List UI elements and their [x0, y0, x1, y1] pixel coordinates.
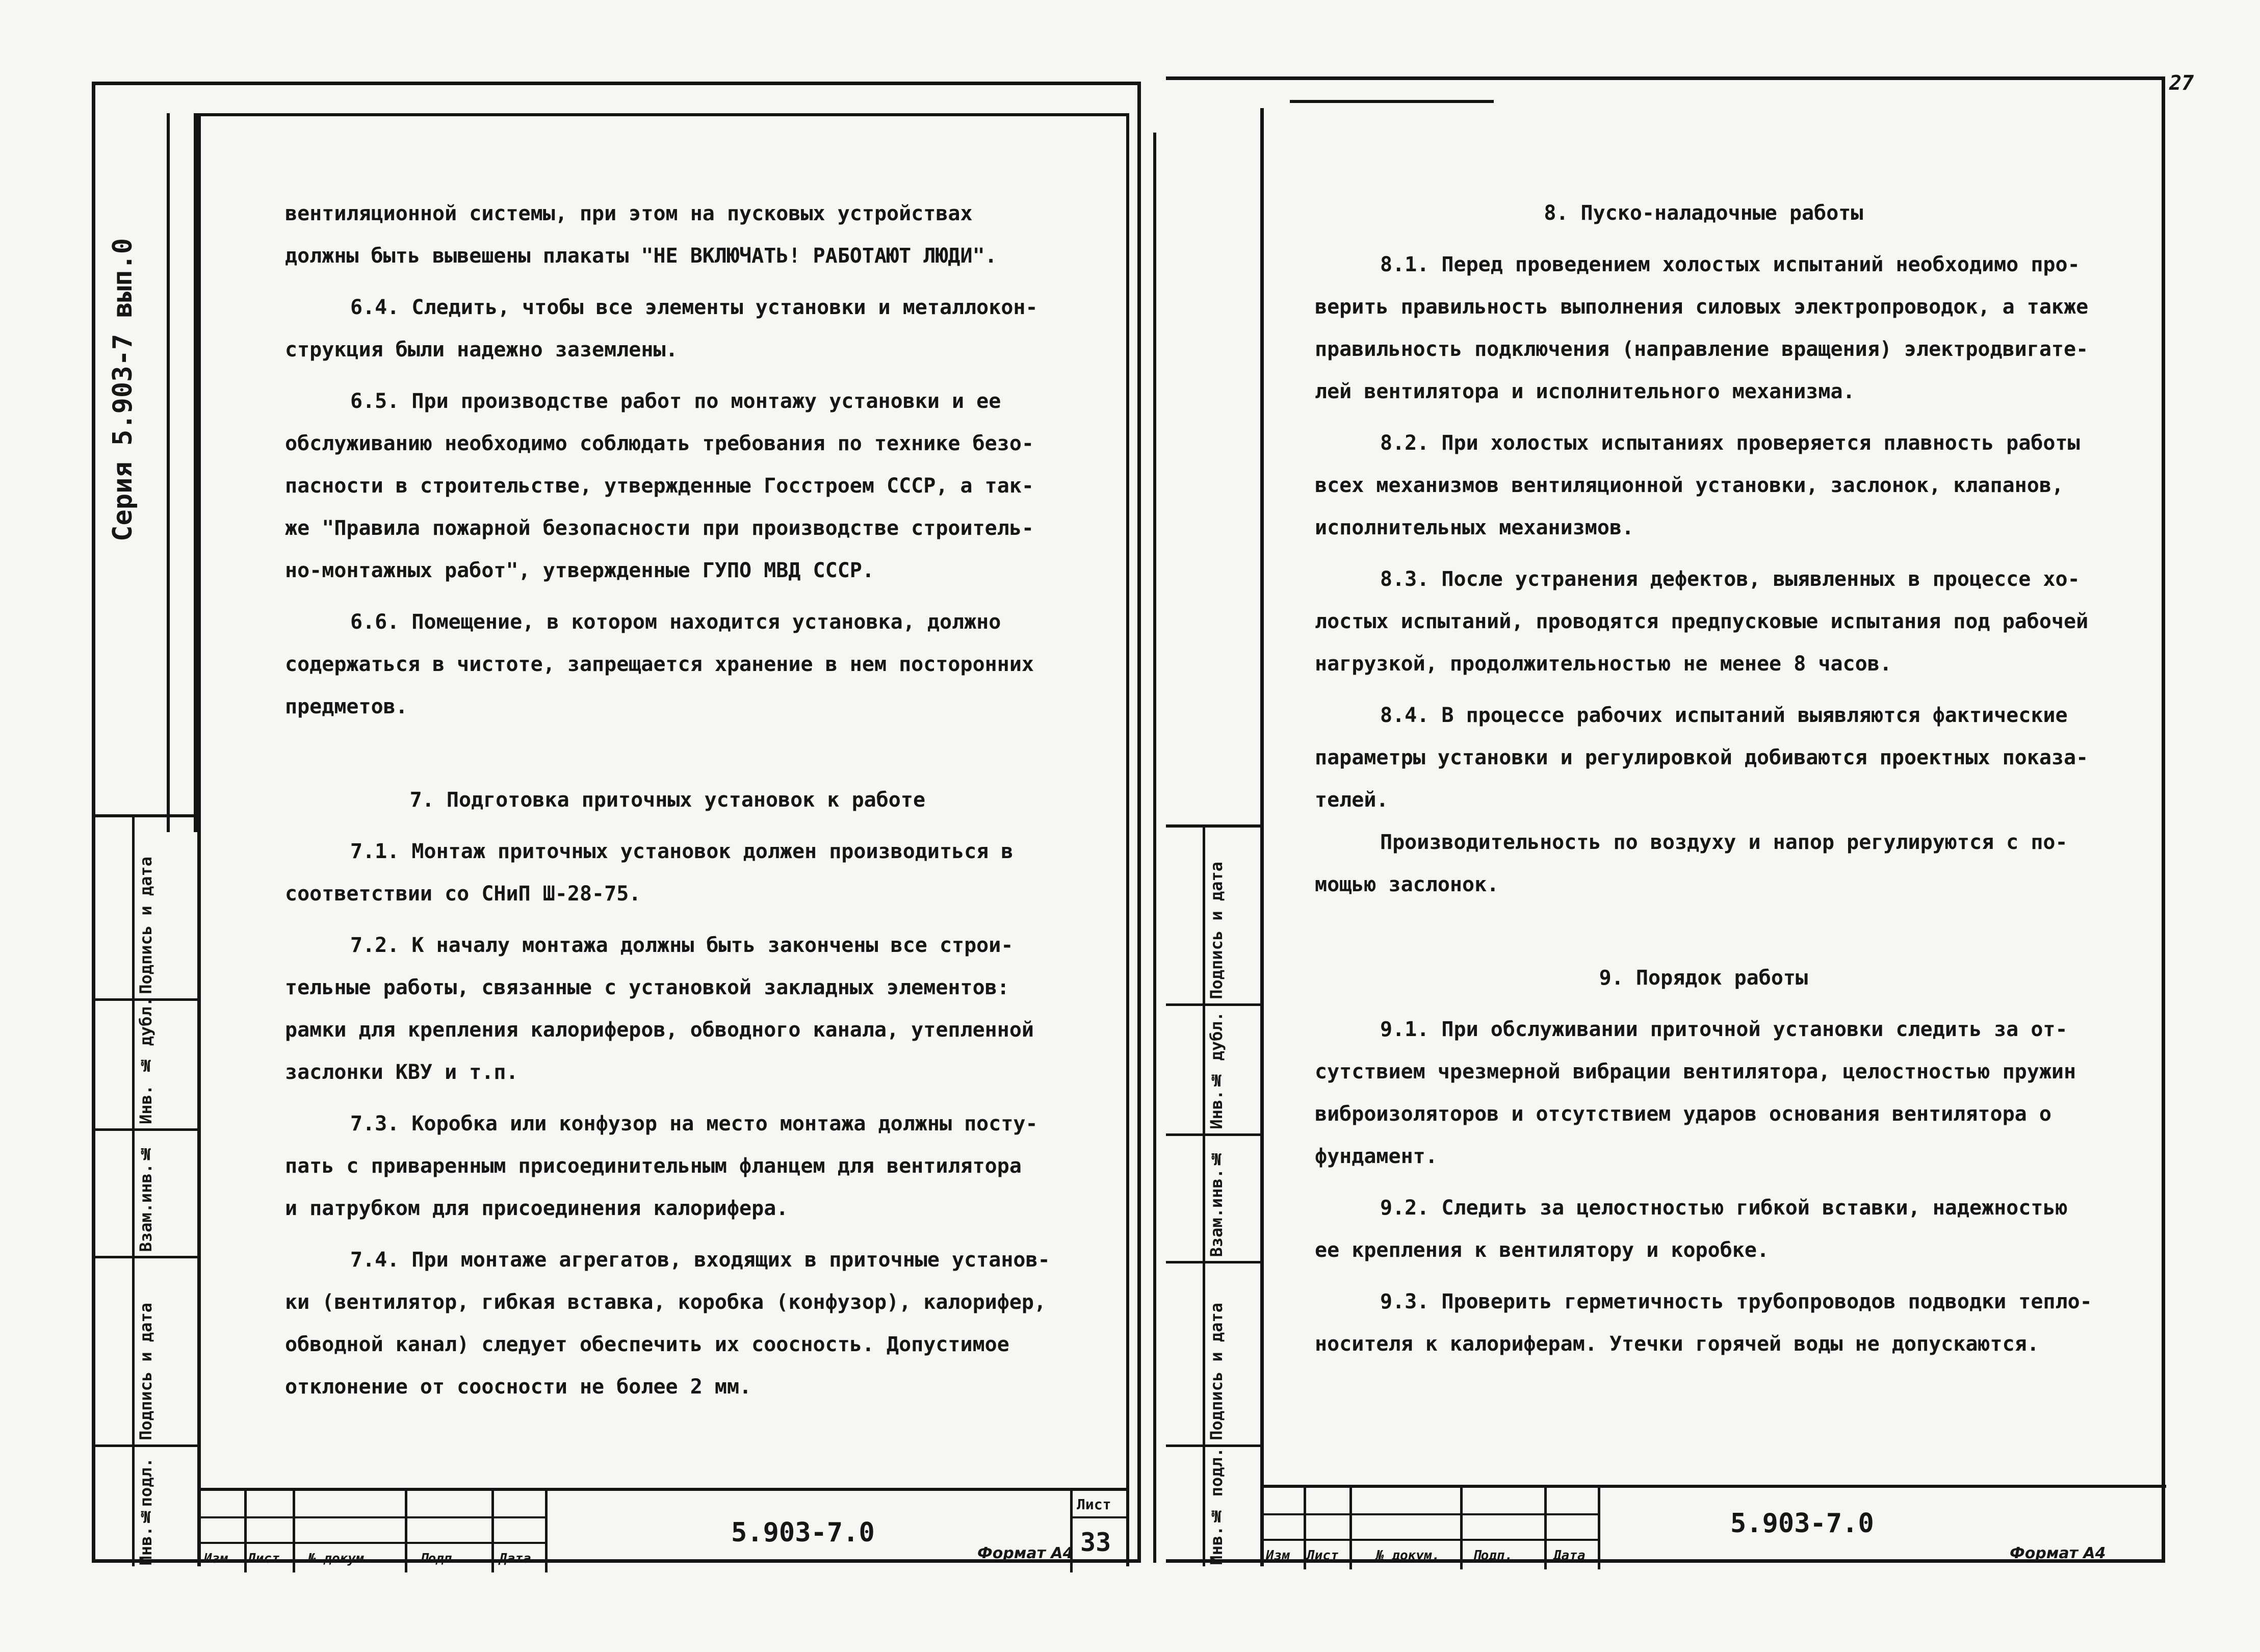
text-line: всех механизмов вентиляционной установки, заслонок, клапанов, — [1315, 474, 2064, 497]
side-cell — [95, 1131, 197, 1258]
side-cell — [95, 1447, 197, 1569]
text-line: 6.4. Следить, чтобы все элементы установки и металлокон- — [350, 296, 1038, 319]
text-line: телей. — [1315, 788, 1389, 812]
text-line: 9.3. Проверить герметичность трубопроводов подводки тепло- — [1380, 1290, 2092, 1313]
side-cell-label: Инв.№ дубл. — [1207, 1012, 1226, 1129]
side-cell — [1166, 1006, 1260, 1136]
page-divider — [1153, 133, 1156, 1563]
series-box — [95, 113, 197, 832]
text-line: мощью заслонок. — [1315, 873, 1499, 896]
text-line: 7.3. Коробка или конфузор на место монтажа должны посту- — [350, 1112, 1038, 1135]
stamp-col-rule — [1349, 1488, 1352, 1569]
side-cell-label: Инв.№ подл. — [1207, 1448, 1226, 1565]
side-cell — [1166, 1447, 1260, 1569]
stamp-col-rule — [293, 1491, 295, 1572]
section-heading: 7. Подготовка приточных установок к работе — [409, 788, 926, 812]
text-line: параметры установки и регулировкой добиваются проектных показа- — [1315, 746, 2089, 769]
text-line: Производительность по воздуху и напор регулируются с по- — [1380, 831, 2068, 854]
stamp-col-izm: Изм — [204, 1551, 228, 1566]
section-heading: 9. Порядок работы — [1599, 966, 1808, 990]
text-line: предметов. — [285, 695, 408, 718]
side-cell-label: Подпись и дата — [136, 1303, 155, 1440]
stamp-col-doc: № докум. — [308, 1551, 372, 1566]
side-cell — [1166, 1263, 1260, 1447]
text-line: 7.1. Монтаж приточных установок должен производиться в — [350, 840, 1014, 863]
text-line: обслуживанию необходимо соблюдать требования по технике безо- — [285, 432, 1034, 455]
stamp-col-sign: Подп. — [420, 1551, 460, 1566]
text-line: лей вентилятора и исполнительного механизма. — [1315, 380, 1855, 403]
text-line: 8.3. После устранения дефектов, выявленных в процессе хо- — [1380, 567, 2080, 591]
side-cell-label: Взам.инв.№ — [1207, 1149, 1226, 1257]
side-cell — [95, 997, 197, 1131]
text-line: вентиляционной системы, при этом на пусковых устройствах — [285, 202, 973, 225]
stamp-col-date: Дата — [499, 1551, 531, 1566]
side-cell — [95, 1258, 197, 1447]
text-line: 6.6. Помещение, в котором находится установка, должно — [350, 610, 1001, 634]
right-frame — [1260, 108, 2163, 1566]
stamp-col-rule — [244, 1491, 247, 1572]
stamp-col-sign: Подп. — [1473, 1548, 1513, 1563]
side-cell — [1166, 828, 1260, 1006]
section-heading: 8. Пуско-наладочные работы — [1544, 201, 1863, 225]
stamp-row-rule — [201, 1542, 548, 1544]
text-line: рамки для крепления калориферов, обводного канала, утепленной — [285, 1018, 1034, 1042]
side-strip-right — [1166, 824, 1260, 1566]
text-line: ее крепления к вентилятору и коробке. — [1315, 1238, 1770, 1262]
text-line: же "Правила пожарной безопасности при производстве строитель- — [285, 517, 1034, 540]
text-line: и патрубком для присоединения калорифера. — [285, 1197, 789, 1220]
text-line: сутствием чрезмерной вибрации вентилятора, целостностью пружин — [1315, 1060, 2076, 1083]
side-cell-label: Подпись и дата — [1207, 862, 1226, 999]
text-line: 8.4. В процессе рабочих испытаний выявляются фактические — [1380, 704, 2068, 727]
series-label: Серия 5.903-7 вып.0 — [108, 238, 138, 541]
format-label: Формат А4 — [2010, 1544, 2106, 1562]
stamp-col-rule — [1460, 1488, 1463, 1569]
text-line: виброизоляторов и отсутствием ударов основания вентилятора о — [1315, 1102, 2051, 1126]
text-line: 9.1. При обслуживании приточной установки следить за от- — [1380, 1018, 2068, 1041]
text-line: исполнительных механизмов. — [1315, 516, 1634, 539]
text-line: 9.2. Следить за целостностью гибкой вставки, надежностью — [1380, 1196, 2068, 1220]
left-sheet — [92, 82, 1141, 1566]
text-line: пать с приваренным присоединительным фланцем для вентилятора — [285, 1154, 1022, 1178]
stamp-row-rule — [1264, 1539, 1600, 1541]
side-cell-label: Инв. № дубл. — [136, 997, 155, 1124]
text-line: 6.5. При производстве работ по монтажу установки и ее — [350, 390, 1001, 413]
text-line: содержаться в чистоте, запрещается хранение в нем посторонних — [285, 653, 1034, 676]
text-line: верить правильность выполнения силовых электропроводок, а также — [1315, 295, 2089, 319]
stamp-col-list: Лист — [1307, 1548, 1339, 1563]
left-frame — [197, 113, 1129, 1566]
stamp-col-rule — [1598, 1488, 1600, 1569]
document-code: 5.903-7.0 — [1730, 1508, 1874, 1539]
side-cell — [1166, 1136, 1260, 1263]
stamp-col-rule — [545, 1491, 548, 1572]
text-line: отклонение от соосности не более 2 мм. — [285, 1375, 752, 1399]
stamp-col-rule — [1304, 1488, 1306, 1569]
stamp-col-izm: Изм — [1266, 1548, 1290, 1563]
text-line: ки (вентилятор, гибкая вставка, коробка (конфузор), калорифер, — [285, 1290, 1047, 1314]
text-line: но-монтажных работ", утвержденные ГУПО МВД СССР. — [285, 559, 874, 582]
text-line: фундамент. — [1315, 1145, 1438, 1168]
format-label: Формат А4 — [977, 1544, 1074, 1562]
text-line: 8.1. Перед проведением холостых испытаний необходимо про- — [1380, 253, 2080, 276]
right-body-text — [1315, 192, 2092, 1365]
text-line: пасности в строительстве, утвержденные Госстроем СССР, а так- — [285, 474, 1034, 498]
text-line: лостых испытаний, проводятся предпусковые испытания под рабочей — [1315, 610, 2089, 633]
sheet-label: Лист — [1077, 1496, 1111, 1513]
right-sheet — [1166, 76, 2165, 1563]
stamp-row-rule — [201, 1516, 548, 1518]
document-code: 5.903-7.0 — [731, 1517, 875, 1548]
sheet-number: 33 — [1080, 1528, 1111, 1557]
text-line: носителя к калориферам. Утечки горячей воды не допускаются. — [1315, 1332, 2039, 1356]
text-line: струкция были надежно заземлены. — [285, 338, 678, 362]
text-line: заслонки КВУ и т.п. — [285, 1061, 518, 1084]
stamp-col-rule — [405, 1491, 407, 1572]
stamp-col-list: Лист — [248, 1551, 280, 1566]
stamp-col-date: Дата — [1553, 1548, 1586, 1563]
text-line: тельные работы, связанные с установкой закладных элементов: — [285, 976, 1009, 999]
corner-number: 27 — [2169, 71, 2194, 95]
stamp-row-rule — [1264, 1513, 1600, 1515]
side-cell-label: Подпись и дата — [1207, 1303, 1226, 1440]
text-line: правильность подключения (направление вращения) электродвигате- — [1315, 338, 2089, 361]
text-line: соответствии со СНиП Ш-28-75. — [285, 882, 641, 906]
text-line: 8.2. При холостых испытаниях проверяется плавность работы — [1380, 431, 2080, 455]
stamp-col-rule — [491, 1491, 494, 1572]
text-line: нагрузкой, продолжительностью не менее 8 часов. — [1315, 652, 1892, 676]
left-body-text — [285, 193, 1050, 1408]
side-cell-label: Инв.№подл. — [136, 1457, 155, 1565]
stamp-col-rule — [1544, 1488, 1547, 1569]
text-line: должны быть вывешены плакаты "НЕ ВКЛЮЧАТЬ! РАБОТАЮТ ЛЮДИ". — [285, 244, 997, 268]
series-rule — [167, 113, 170, 832]
stamp-col-doc: № докум. — [1376, 1548, 1440, 1563]
stamp-row-rule — [1070, 1516, 1127, 1518]
side-strip-left — [95, 814, 197, 1566]
text-line: обводной канал) следует обеспечить их соосность. Допустимое — [285, 1333, 1009, 1356]
side-cell — [95, 817, 197, 1001]
side-cell-label: Взам.инв.№ — [136, 1144, 155, 1252]
text-line: 7.4. При монтаже агрегатов, входящих в приточные установ- — [350, 1248, 1050, 1272]
side-cell-label: Подпись и дата — [136, 857, 155, 994]
text-line: 7.2. К началу монтажа должны быть закончены все строи- — [350, 934, 1014, 957]
